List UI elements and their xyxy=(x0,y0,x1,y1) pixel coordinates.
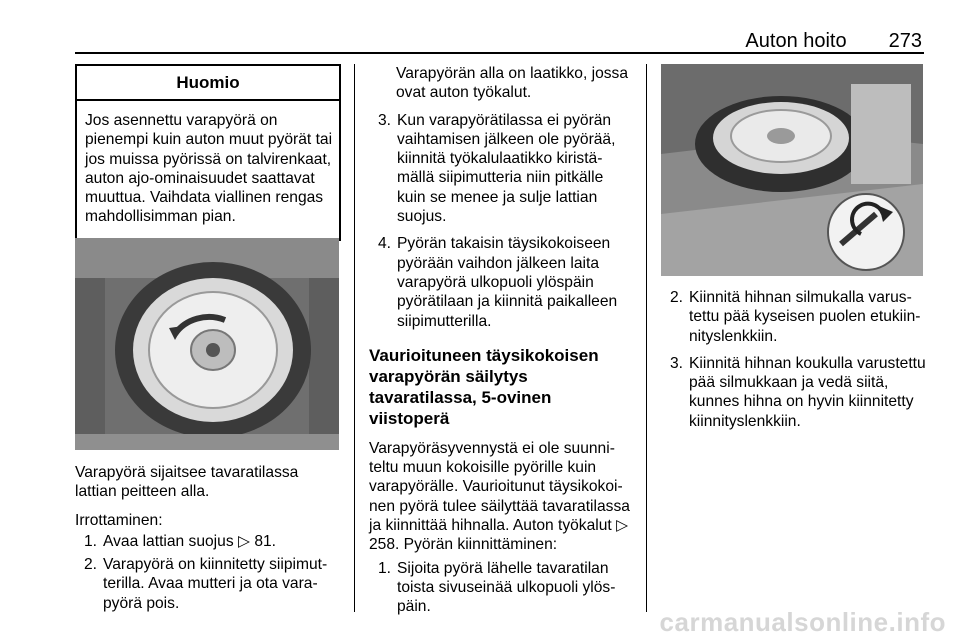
column-1 xyxy=(75,64,341,241)
column-1-body xyxy=(75,463,341,613)
page-number: 273 xyxy=(888,30,922,52)
notice-title: Huomio xyxy=(77,66,339,101)
column-2 xyxy=(369,64,633,617)
page-reference: 81. xyxy=(254,532,276,550)
page-header xyxy=(745,30,922,53)
list-item: 4. Pyörän takaisin täysikokoiseen pyörään vaihdon jälkeen laita varapyörä ulkopuoli ylöspäin pyörätilaan ja kiinnitä paikalleen siipimutterilla. xyxy=(377,235,618,330)
section-text: Varapyöräsyvennystä ei ole suunniteltu muun kokoisille pyörille kuin varapyörälle. Vaurioitunut täysikokoinen pyörä tulee säilyttää tavaratilassa ja kiinnittää hihnalla. Auton työkalut ▷ 258. Pyörän kiinnittäminen: xyxy=(369,439,630,554)
section-heading: Vaurioituneen täysikokoisen varapyörän säilytys tavaratilassa, 5-ovinen viistoperä xyxy=(369,345,599,428)
list-item: 2. Kiinnitä hihnan silmukalla varustettu pää kyseisen puolen etukiinnityslenkkiin. xyxy=(669,289,921,345)
arrow-reference-icon: ▷ xyxy=(616,517,629,535)
notice-box xyxy=(75,64,341,241)
column-divider xyxy=(646,64,647,612)
spare-wheel-photo xyxy=(75,238,339,450)
list-item: 3. Kun varapyörätilassa ei pyörän vaihtamisen jälkeen ole pyörää, kiinnitä työkalulaatikko kiristämällä siipimutteria niin pitkälle kuin se menee ja sulje lattian suojus. xyxy=(377,111,616,226)
watermark: carmanualsonline.info xyxy=(659,607,946,637)
notice-text: Jos asennettu varapyörä on pienempi kuin auton muut pyörät tai jos muissa pyörissä on talvirenkaat, auton ajo-ominaisuudet saattavat muuttua. Vaihdata viallinen rengas mahdollisimman pian. xyxy=(85,112,333,226)
spare-wheel-illustration xyxy=(75,238,339,450)
list-item: 3. Kiinnitä hihnan koukulla varustettu pää silmukkaan ja vedä siitä, kunnes hihna on hyvin kiinnitetty kiinnityslenkkiin. xyxy=(669,354,926,430)
header-title: Auton hoito xyxy=(745,30,847,52)
list-item: 2. Varapyörä on kiinnitetty siipimutterilla. Avaa mutteri ja ota varapyörä pois. xyxy=(83,556,328,612)
intro-text: Varapyörä sijaitsee tavaratilassa lattian peitteen alla. xyxy=(75,464,299,501)
strap-photo xyxy=(661,64,923,276)
list-item: 1. Avaa lattian suojus ▷ 81. xyxy=(83,532,276,550)
arrow-reference-icon: ▷ xyxy=(237,532,250,550)
strapped-wheel-illustration xyxy=(661,64,923,276)
removal-heading: Irrottaminen: xyxy=(75,511,163,529)
list-item: 1. Sijoita pyörä lähelle tavaratilan toista sivuseinää ulkopuoli ylöspäin. xyxy=(377,559,616,616)
column-divider xyxy=(354,64,355,612)
column-3 xyxy=(661,288,927,431)
tool-box-text: Varapyörän alla on laatikko, jossa ovat auton työkalut. xyxy=(396,65,629,102)
header-rule xyxy=(75,52,924,54)
